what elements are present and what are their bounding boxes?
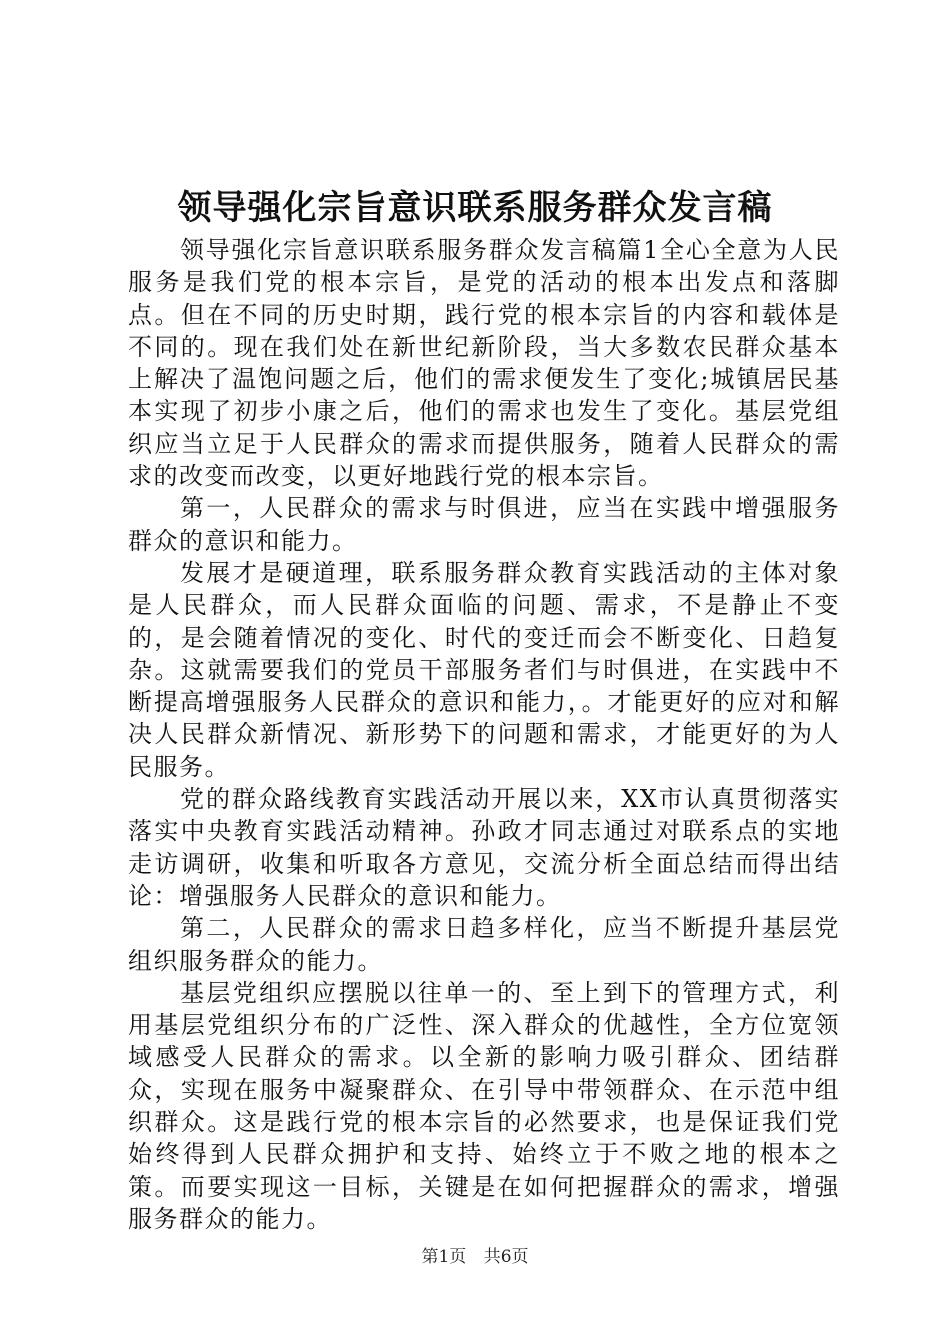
page-footer: [0, 1245, 950, 1269]
paragraph: 第一，人民群众的需求与时俱进，应当在实践中增强服务群众的意识和能力。: [128, 494, 840, 555]
paragraph: 领导强化宗旨意识联系服务群众发言稿篇1全心全意为人民服务是我们党的根本宗旨，是党的活动的根本出发点和落脚点。但在不同的历史时期，践行党的根本宗旨的内容和载体是不同的。现在我们处在新世纪新阶段，当大多数农民群众基本上解决了温饱问题之后，他们的需求便发生了变化;城镇居民基本实现了初步小康之后，他们的需求也发生了变化。基层党组织应当立足于人民群众的需求而提供服务，随着人民群众的需求的改变而改变，以更好地践行党的根本宗旨。: [128, 236, 840, 491]
paragraph: 基层党组织应摆脱以往单一的、至上到下的管理方式，利用基层党组织分布的广泛性、深入群众的优越性，全方位宽领域感受人民群众的需求。以全新的影响力吸引群众、团结群众，实现在服务中凝聚群众、在引导中带领群众、在示范中组织群众。这是践行党的根本宗旨的必然要求，也是保证我们党始终得到人民群众拥护和支持、始终立于不败之地的根本之策。而要实现这一目标，关键是在如何把握群众的需求，增强服务群众的能力。: [128, 978, 840, 1233]
paragraph: 第二，人民群众的需求日趋多样化，应当不断提升基层党组织服务群众的能力。: [128, 914, 840, 975]
paragraph: 发展才是硬道理，联系服务群众教育实践活动的主体对象是人民群众，而人民群众面临的问题、需求，不是静止不变的，是会随着情况的变化、时代的变迁而会不断变化、日趋复杂。这就需要我们的党员干部服务者们与时俱进，在实践中不断提高增强服务人民群众的意识和能力，。才能更好的应对和解决人民群众新情况、新形势下的问题和需求，才能更好的为人民服务。: [128, 558, 840, 781]
page-number-current: 第1页: [421, 1247, 467, 1267]
document-body: [128, 234, 840, 1235]
document-title: 领导强化宗旨意识联系服务群众发言稿: [177, 188, 773, 228]
page-number-total: 共6页: [483, 1247, 529, 1267]
paragraph: 党的群众路线教育实践活动开展以来，XX市认真贯彻落实落实中央教育实践活动精神。孙政才同志通过对联系点的实地走访调研，收集和听取各方意见，交流分析全面总结而得出结论：增强服务人民群众的意识和能力。: [128, 785, 840, 910]
